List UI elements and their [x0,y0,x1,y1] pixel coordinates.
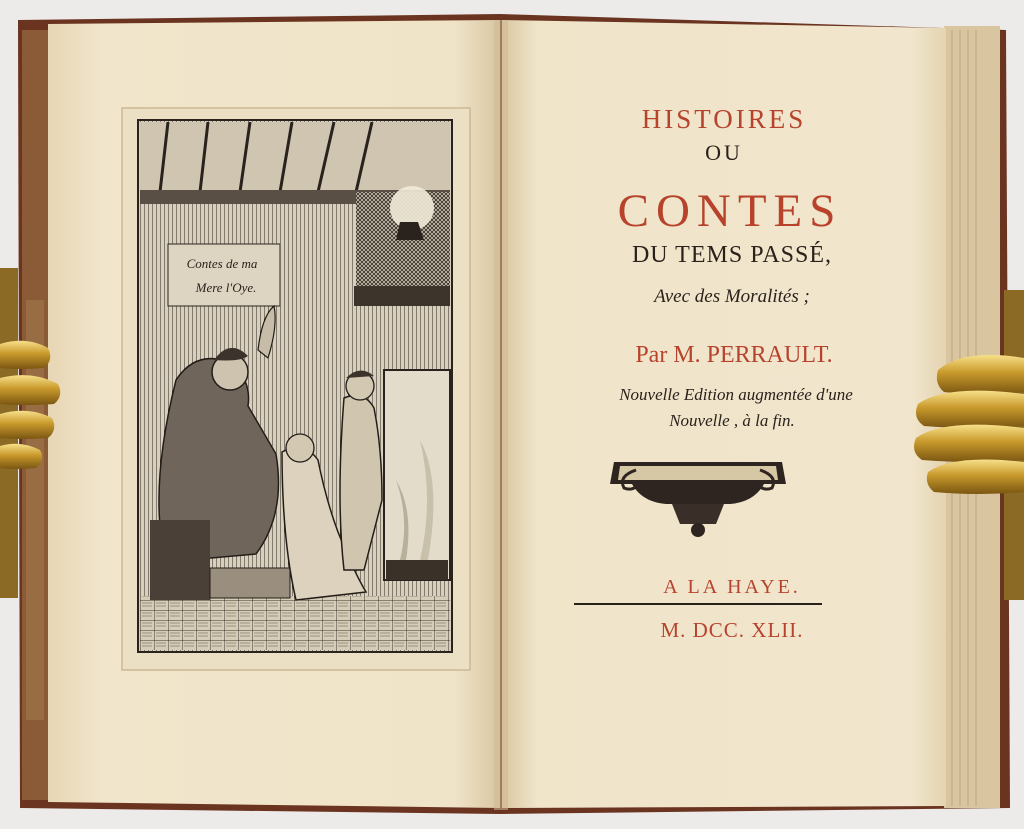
title-place: A LA HAYE. [663,576,801,598]
title-author: Par M. PERRAULT. [635,342,833,368]
title-edition-line-2: Nouvelle , à la fin. [669,411,795,430]
title-edition-line-1: Nouvelle Edition augmentée d'une [619,385,853,404]
frontispiece-engraving [138,120,452,652]
wall-plaque [168,244,280,306]
plaque-line-2: Mere l'Oye. [195,280,257,295]
title-date: M. DCC. XLII. [660,618,804,642]
title-du-tems-passe: DU TEMS PASSÉ, [631,242,833,268]
plaque-line-1: Contes de ma [186,256,258,271]
title-moralites: Avec des Moralités ; [654,286,810,307]
title-histoires: HISTOIRES [641,104,807,134]
title-ou: OU [705,140,743,165]
title-contes: CONTES [617,185,843,237]
